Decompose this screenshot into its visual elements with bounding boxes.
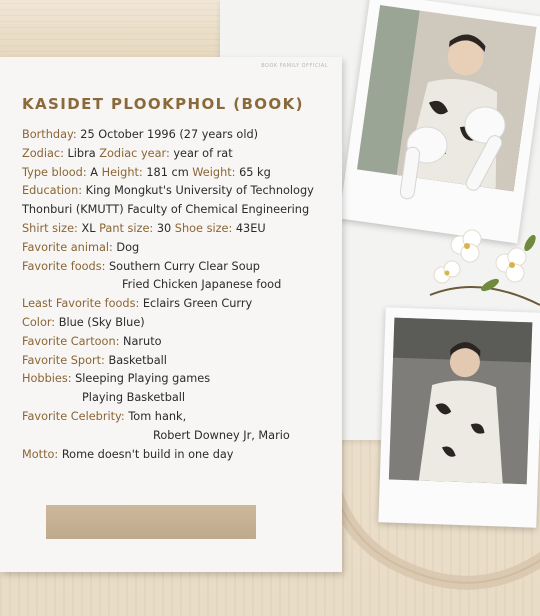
hobbies-row [22, 370, 334, 389]
body-row [22, 164, 334, 183]
zodiac-row [22, 145, 334, 164]
birthday-label: Borthday: [22, 128, 77, 141]
foods-row [22, 258, 334, 277]
animal-label: Favorite animal: [22, 240, 113, 254]
weight-label: Weight: [192, 165, 236, 179]
shoe-label: Shoe size: [174, 221, 233, 235]
pant-value: 30 [156, 221, 172, 235]
least-foods-row [22, 295, 334, 314]
motto-row [22, 446, 334, 465]
shirt-label: Shirt size: [22, 221, 78, 235]
shirt-value: XL [81, 221, 96, 235]
celebrity-label: Favorite Celebrity: [22, 409, 125, 423]
hobbies-row-cont [22, 389, 334, 408]
profile-card [0, 57, 342, 572]
animal-row [22, 239, 334, 258]
color-row [22, 314, 334, 333]
shoe-value: 43EU [235, 221, 266, 235]
celebrity-row-cont [22, 427, 334, 446]
birthday-row [22, 126, 334, 145]
profile-title: KASIDET PLOOKPHOL (BOOK) [22, 95, 304, 113]
pant-label: Pant size: [99, 221, 154, 235]
sport-row [22, 352, 334, 371]
blood-label: Type blood: [22, 165, 87, 179]
foods-value-1: Southern Curry Clear Soup [109, 259, 260, 273]
ribbon-decoration [318, 405, 540, 605]
color-label: Color: [22, 315, 56, 329]
celebrity-value-1: Tom hank, [128, 409, 187, 423]
airpods-icon [385, 95, 525, 205]
height-label: Height: [101, 165, 143, 179]
education-value: King Mongkut's University of Technology Thonburi (KMUTT) Faculty of Chemical Engineering [22, 184, 314, 217]
foods-value-2: Fried Chicken Japanese food [122, 278, 282, 292]
sizes-row [22, 220, 334, 239]
blood-value: A [90, 165, 98, 179]
foods-row-cont [22, 276, 334, 295]
height-value: 181 cm [146, 165, 189, 179]
cartoon-value: Naruto [123, 334, 162, 348]
zodiac-year-value: year of rat [173, 146, 233, 160]
cartoon-row [22, 333, 334, 352]
birthday-value: 25 October 1996 (27 years old) [80, 128, 259, 141]
least-foods-value: Eclairs Green Curry [142, 297, 253, 311]
hobbies-value-1: Sleeping Playing games [75, 372, 211, 386]
celebrity-row [22, 408, 334, 427]
sport-value: Basketball [108, 353, 167, 367]
hobbies-label: Hobbies: [22, 372, 72, 386]
tape-decoration [46, 505, 256, 539]
education-row [22, 182, 334, 220]
motto-label: Motto: [22, 447, 59, 461]
watermark: BOOK FAMILY OFFICIAL [261, 63, 328, 69]
weight-value: 65 kg [239, 165, 271, 179]
zodiac-label: Zodiac: [22, 146, 64, 160]
sport-label: Favorite Sport: [22, 353, 105, 367]
least-foods-label: Least Favorite foods: [22, 297, 140, 311]
cartoon-label: Favorite Cartoon: [22, 334, 120, 348]
motto-value: Rome doesn't build in one day [61, 447, 234, 461]
hobbies-value-2: Playing Basketball [82, 391, 186, 405]
color-value: Blue (Sky Blue) [58, 315, 145, 329]
animal-value: Dog [116, 240, 140, 254]
celebrity-value-2: Robert Downey Jr, Mario [153, 428, 290, 442]
profile-info [22, 126, 334, 464]
zodiac-year-label: Zodiac year: [99, 146, 170, 160]
education-label: Education: [22, 184, 83, 198]
zodiac-value: Libra [67, 146, 96, 160]
foods-label: Favorite foods: [22, 259, 106, 273]
